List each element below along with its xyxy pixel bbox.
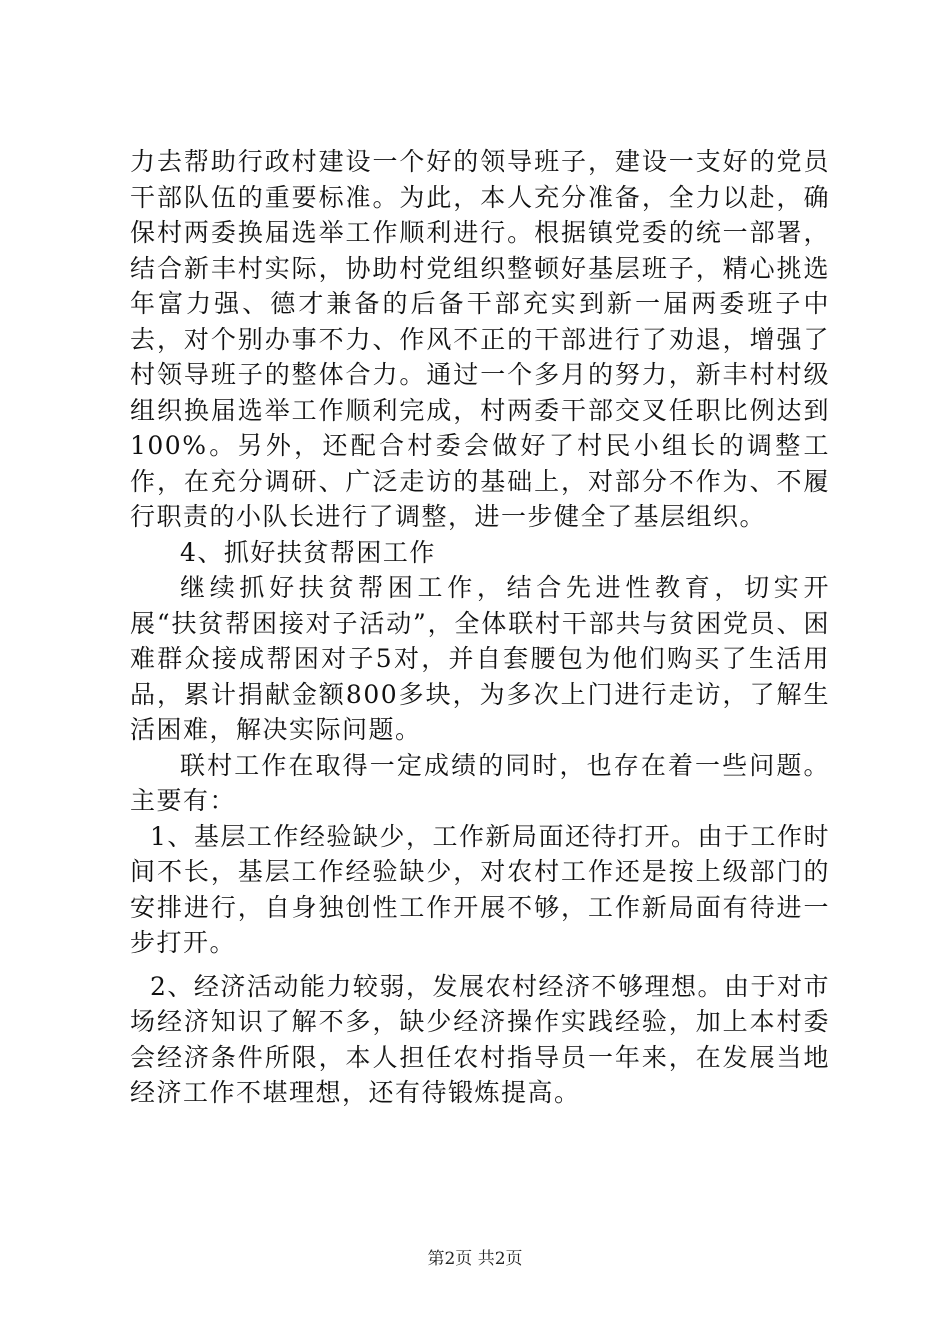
page-footer: 第2页 共2页 xyxy=(427,1249,523,1269)
paragraph-problem-1: 1、基层工作经验缺少，工作新局面还待打开。由于工作时间不长，基层工作经验缺少，对农村工作还是按上级部门的安排进行，自身独创性工作开展不够，工作新局面有待进一步打开。 xyxy=(130,821,830,957)
paragraph-poverty-relief: 继续抓好扶贫帮困工作，结合先进性教育，切实开展“扶贫帮困接对子活动”，全体联村干部共与贫困党员、困难群众接成帮困对子5对，并自套腰包为他们购买了生活用品，累计捐献金额800多块，为多次上门进行走访，了解生活困难，解决实际问题。 xyxy=(130,573,830,744)
document-body xyxy=(130,144,830,1111)
paragraph-problem-2: 2、经济活动能力较弱，发展农村经济不够理想。由于对市场经济知识了解不多，缺少经济操作实践经验，加上本村委会经济条件所限，本人担任农村指导员一年来，在发展当地经济工作不堪理想，还有待锻炼提高。 xyxy=(130,971,830,1107)
paragraph-problems-intro: 联村工作在取得一定成绩的同时，也存在着一些问题。主要有： xyxy=(130,750,830,815)
paragraph-continuation: 力去帮助行政村建设一个好的领导班子，建设一支好的党员干部队伍的重要标准。为此，本人充分准备，全力以赴，确保村两委换届选举工作顺利进行。根据镇党委的统一部署，结合新丰村实际，协助村党组织整顿好基层班子，精心挑选年富力强、德才兼备的后备干部充实到新一届两委班子中去，对个别办事不力、作风不正的干部进行了劝退，增强了村领导班子的整体合力。通过一个多月的努力，新丰村村级组织换届选举工作顺利完成，村两委干部交叉任职比例达到100%。另外，还配合村委会做好了村民小组长的调整工作，在充分调研、广泛走访的基础上，对部分不作为、不履行职责的小队长进行了调整，进一步健全了基层组织。 xyxy=(130,147,830,531)
section-heading: 4、抓好扶贫帮困工作 xyxy=(180,537,436,567)
